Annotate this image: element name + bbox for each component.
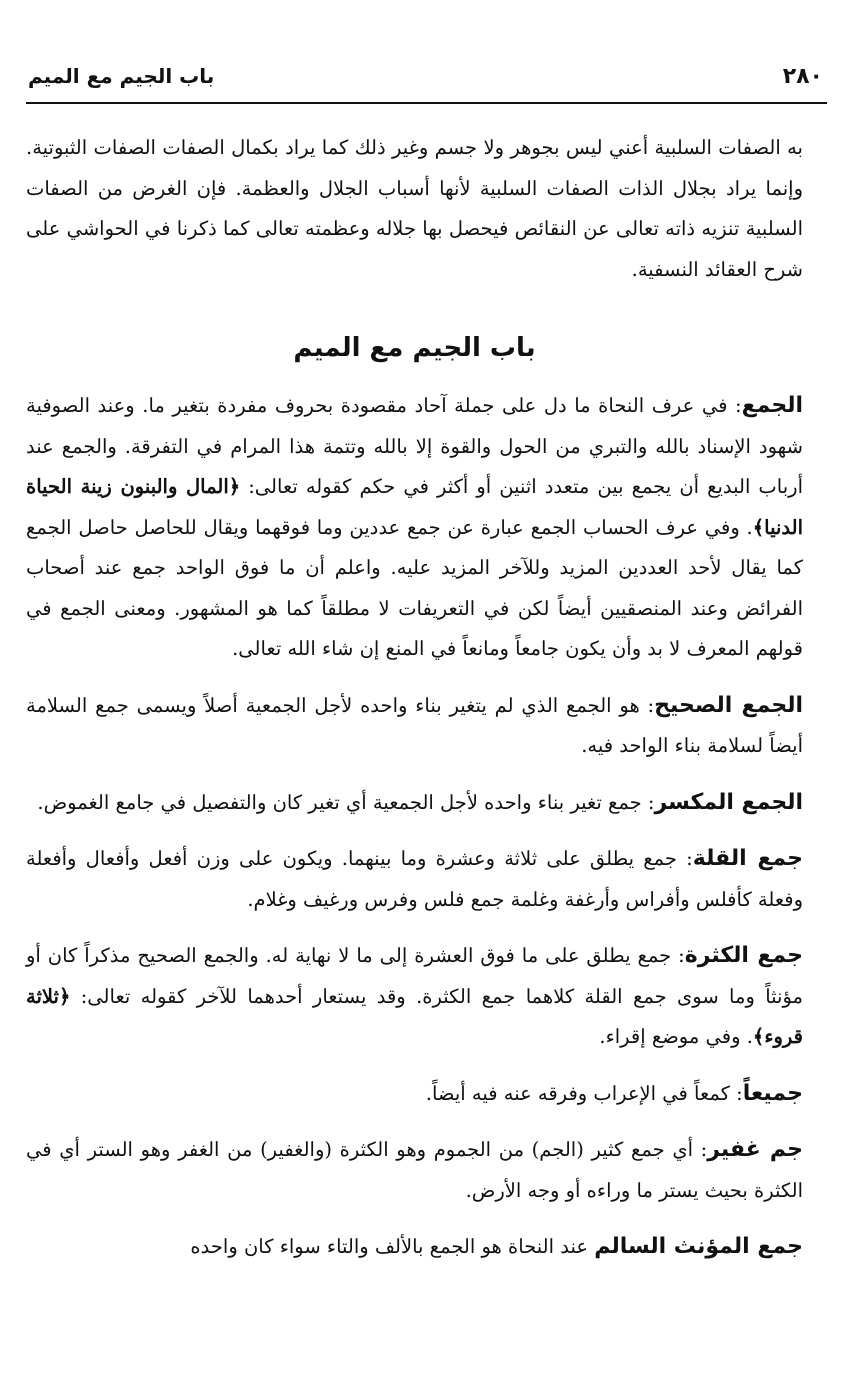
- entry-term: الجمع المكسر: [654, 789, 803, 815]
- entry-text: : جمع يطلق على ثلاثة وعشرة وما بينهما. ويكون على وزن أفعل وأفعال وأفعلة وفعلة كأفلس وأفراس وأرغفة وغلمة جمع فلس وفرس ورغيف وغلام.: [26, 847, 803, 911]
- running-title: باب الجيم مع الميم: [28, 64, 215, 88]
- entry-text: . وفي موضع إقراء.: [599, 1025, 753, 1048]
- entry-text: : كمعاً في الإعراب وفرقه عنه فيه أيضاً.: [425, 1081, 743, 1105]
- entry-text: : جمع تغير بناء واحده لأجل الجمعية أي تغير كان والتفصيل في جامع الغموض.: [37, 790, 655, 814]
- quran-quote: ﴿ثلاثة قروء﴾: [26, 984, 803, 1048]
- entry-jam-ghafir: [26, 1130, 803, 1211]
- entry-al-jam: [26, 386, 803, 670]
- entry-text: : أي جمع كثير (الجم) من الجموم وهو الكثرة (والغفير) من الغفر وهو الستر أي في الكثرة بحيث يستر ما وراءه أو وجه الأرض.: [26, 1138, 803, 1202]
- page-header: [26, 62, 827, 104]
- page-body: [26, 128, 803, 1284]
- entry-term: الجمع الصحيح: [654, 692, 803, 718]
- section-title: باب الجيم مع الميم: [293, 333, 536, 363]
- entry-jam-al-qilla: [26, 839, 803, 920]
- entry-jamian: [26, 1074, 803, 1115]
- entry-text: : جمع يطلق على ما فوق العشرة إلى ما لا نهاية له. والجمع الصحيح مذكراً كان أو مؤنثاً وما سوى جمع القلة كلاهما جمع الكثرة. وقد يستعار أحدهما للآخر كقوله تعالى:: [26, 944, 803, 1008]
- entry-term: جمع القلة: [692, 846, 803, 871]
- entry-al-jam-al-sahih: [26, 686, 803, 767]
- page-number: ٢٨٠: [782, 64, 823, 89]
- entry-al-jam-al-mukassar: [26, 783, 803, 824]
- entry-text: عند النحاة هو الجمع بالألف والتاء سواء كان واحده: [190, 1235, 595, 1258]
- intro-paragraph: به الصفات السلبية أعني ليس بجوهر ولا جسم وغير ذلك كما يراد بكمال الصفات الصفات الثبوتية. وإنما يراد بجلال الذات الصفات السلبية لأنها أسباب الجلال والعظمة. فإن الغرض من الصفات السلبية تنزيه ذاته تعالى عن النقائص فيحصل بها جلاله وعظمته تعالى كما ذكرنا في الحواشي على شرح العقائد النسفية.: [26, 136, 803, 281]
- entry-text: : هو الجمع الذي لم يتغير بناء واحده لأجل الجمعية أصلاً ويسمى جمع السلامة أيضاً لسلامة بناء الواحد فيه.: [26, 693, 803, 757]
- entry-term: جمع المؤنث السالم: [594, 1234, 803, 1259]
- entry-text: . وفي عرف الحساب الجمع عبارة عن جمع عددين وما فوقهما ويقال للحاصل حاصل الجمع كما يقال لأحد العددين المزيد وللآخر المزيد عليه. واعلم أن ما فوق الواحد جمع عند أصحاب الفرائض وعند المنصقيين أيضاً لكن في التعريفات لا مطلقاً كما هو المشهور. ومعنى الجمع في قولهم المعرف لا بد وأن يكون جامعاً ومانعاً في المنع إن شاء الله تعالى.: [26, 515, 803, 660]
- entry-text: : في عرف النحاة ما دل على جملة آحاد مقصودة بحروف مفردة بتغير ما. وعند الصوفية شهود الإسناد بالله والتبري من الحول والقوة إلا بالله وتتمة هذا المرام في التفرقة. والجمع عند أرباب البديع أن يجمع بين متعدد اثنين أو أكثر في حكم كقوله تعالى:: [26, 394, 803, 498]
- entry-term: الجمع: [741, 393, 803, 418]
- entry-term: جميعاً: [742, 1080, 803, 1106]
- quran-quote: ﴿المال والبنون زينة الحياة الدنيا﴾: [26, 475, 803, 539]
- entry-term: جم غفير: [707, 1137, 803, 1162]
- entry-jam-al-muannath-al-salim: [26, 1227, 803, 1268]
- entry-jam-al-kathra: [26, 936, 803, 1058]
- entry-term: جمع الكثرة: [684, 943, 803, 968]
